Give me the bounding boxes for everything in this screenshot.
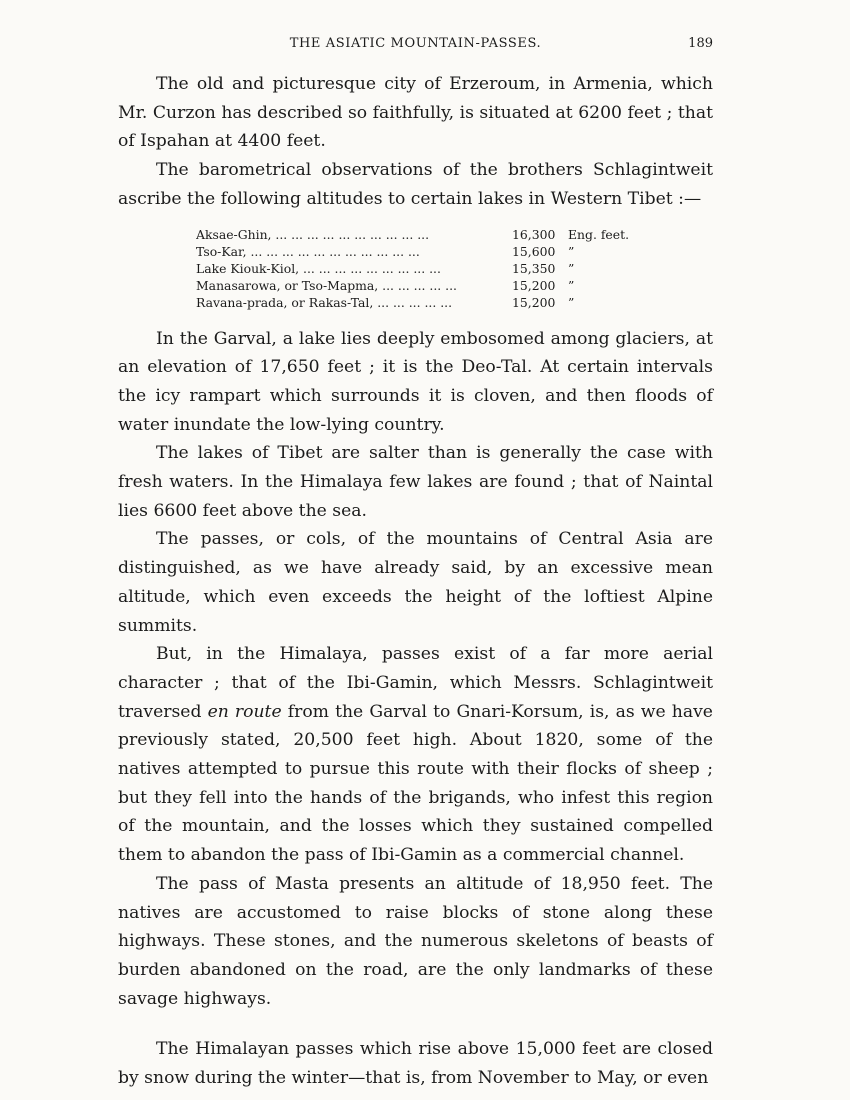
page-header bbox=[118, 34, 713, 56]
section-gap bbox=[118, 1013, 713, 1035]
lake-name: Tso-Kar, ... ... ... ... ... ... ... ... ... ... ... bbox=[196, 243, 420, 259]
page-number: 189 bbox=[688, 36, 713, 51]
paragraph-erzeroum: The old and picturesque city of Erzeroum, in Armenia, which Mr. Curzon has described so faithfully, is situated at 6200 feet ; that of Ispahan at 4400 feet. bbox=[118, 74, 713, 152]
lake-altitude: 15,350 bbox=[512, 260, 556, 276]
paragraph-observations: The barometrical observations of the brothers Schlagintweit ascribe the following altitudes to certain lakes in Western Tibet :— bbox=[118, 160, 713, 209]
italic-phrase: en route bbox=[207, 701, 282, 722]
altitude-unit: ” bbox=[568, 277, 575, 293]
lake-name: Aksae-Ghin, ... ... ... ... ... ... ... ... ... ... bbox=[196, 226, 430, 242]
paragraph-ibi-gamin bbox=[118, 640, 713, 870]
altitude-unit: ” bbox=[568, 260, 575, 276]
text-segment: from the Garval to Gnari-Korsum, is, as we have previously stated, 20,500 feet high. About 1820, some of the natives attempted to pursue this route with their flocks of sheep ; but they fell into the hands of the brigands, who infest this region of the mountain, and the losses which they sustained compelled them to abandon the pass of Ibi-Gamin as a commercial channel. bbox=[118, 701, 713, 866]
table-row bbox=[196, 226, 642, 243]
text-segment: But, in the Himalaya, passes exist of a far more aerial character ; that of the Ibi-Gamin, which Messrs. Schlagintweit traversed bbox=[118, 644, 713, 722]
paragraph-winter-closure: The Himalayan passes which rise above 15,000 feet are closed by snow during the winter—that is, from November to May, or even bbox=[118, 1039, 713, 1089]
table-row bbox=[196, 294, 642, 311]
table-row bbox=[196, 260, 642, 277]
paragraph-masta: The pass of Masta presents an altitude of 18,950 feet. The natives are accustomed to raise blocks of stone along these highways. These stones, and the numerous skeletons of beasts of burden abandoned on the road, are the only landmarks of these savage highways. bbox=[118, 873, 713, 1009]
altitude-unit: Eng. feet. bbox=[568, 226, 630, 242]
table-row bbox=[196, 277, 642, 294]
lake-altitude: 15,200 bbox=[512, 294, 556, 310]
lake-altitude: 15,200 bbox=[512, 277, 556, 293]
table-row bbox=[196, 243, 642, 260]
lake-name: Manasarowa, or Tso-Mapma, ... ... ... ... ... bbox=[196, 277, 457, 293]
lake-altitude-table bbox=[196, 226, 642, 311]
paragraph-passes: The passes, or cols, of the mountains of Central Asia are distinguished, as we have already said, by an excessive mean altitude, which even exceeds the height of the loftiest Alpine summits. bbox=[118, 529, 713, 636]
paragraph-garval: In the Garval, a lake lies deeply embosomed among glaciers, at an elevation of 17,650 feet ; it is the Deo-Tal. At certain intervals the icy rampart which surrounds it is cloven, and then floods of water inundate the low-lying country. bbox=[118, 328, 713, 435]
altitude-unit: ” bbox=[568, 294, 575, 310]
lake-altitude: 15,600 bbox=[512, 243, 556, 259]
lake-altitude: 16,300 bbox=[512, 226, 556, 242]
lake-name: Ravana-prada, or Rakas-Tal, ... ... ... ... ... bbox=[196, 294, 453, 310]
lake-name: Lake Kiouk-Kiol, ... ... ... ... ... ... ... ... ... bbox=[196, 260, 441, 276]
running-title: THE ASIATIC MOUNTAIN-PASSES. bbox=[289, 36, 542, 51]
altitude-unit: ” bbox=[568, 243, 575, 259]
book-page bbox=[118, 34, 713, 1093]
paragraph-tibet-lakes: The lakes of Tibet are salter than is generally the case with fresh waters. In the Himalaya few lakes are found ; that of Naintal lies 6600 feet above the sea. bbox=[118, 443, 713, 521]
